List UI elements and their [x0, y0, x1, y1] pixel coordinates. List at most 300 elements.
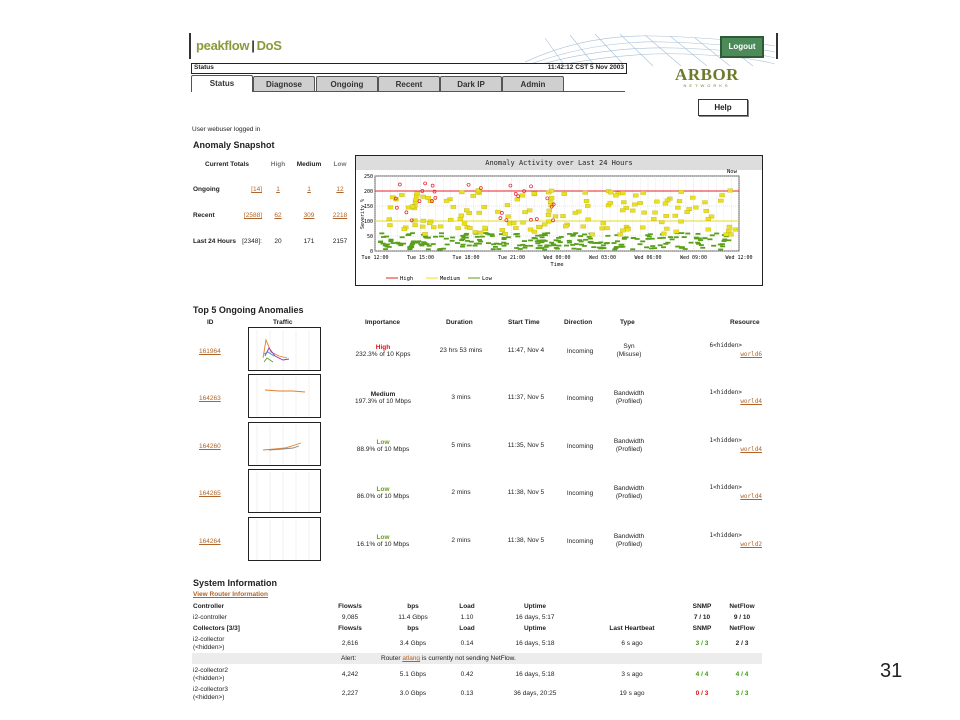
chart-medium-marker — [456, 226, 461, 230]
help-button[interactable]: Help — [698, 99, 748, 116]
chart-medium-marker — [471, 194, 476, 198]
chart-low-marker — [570, 244, 575, 246]
chart-medium-marker — [573, 211, 578, 215]
chart-medium-marker — [495, 210, 500, 214]
controller-bps: 11.4 Gbps — [398, 614, 428, 621]
collector-netflow: 2 / 3 — [735, 640, 749, 647]
chart-low-marker — [571, 248, 576, 250]
duration-value: 2 mins — [451, 489, 471, 496]
traffic-thumbnail — [248, 469, 321, 513]
start-time-value: 11:37, Nov 5 — [507, 394, 545, 401]
chart-medium-marker — [659, 220, 664, 224]
chart-low-marker — [605, 235, 610, 237]
chart-medium-marker — [464, 209, 469, 213]
chart-low-marker — [384, 236, 389, 238]
importance-level: Medium — [370, 391, 396, 398]
chart-medium-marker — [600, 227, 605, 231]
chart-medium-marker — [618, 233, 623, 237]
chart-low-marker — [490, 233, 495, 235]
collector-uptime: 36 days, 20:25 — [513, 690, 557, 697]
chart-y-tick-label: 0 — [369, 249, 373, 255]
chart-low-marker — [483, 232, 488, 234]
chart-low-marker — [668, 236, 673, 238]
chart-medium-marker — [651, 217, 656, 221]
chart-medium-marker — [638, 201, 643, 205]
chart-x-tick-label: Tue 18:00 — [452, 255, 480, 261]
chart-medium-marker — [661, 232, 666, 236]
importance-value: 88.9% of 10 Mbps — [356, 446, 410, 453]
direction-value: Incoming — [566, 490, 594, 497]
chart-low-marker — [514, 247, 519, 249]
chart-low-marker — [549, 242, 554, 244]
alert-label: Alert: — [341, 655, 357, 662]
coll-header-bps: bps — [407, 625, 419, 632]
alert-router-link[interactable]: atlang — [402, 655, 421, 662]
chart-medium-marker — [608, 201, 613, 205]
chart-low-marker — [711, 245, 716, 247]
chart-medium-marker — [642, 211, 647, 215]
chart-medium-marker — [448, 218, 453, 222]
chart-low-marker — [445, 244, 450, 246]
tab-ongoing[interactable]: Ongoing — [316, 76, 378, 91]
alert-message — [381, 655, 516, 662]
ctrl-header-uptime: Uptime — [523, 603, 547, 610]
importance-level: Low — [376, 486, 390, 493]
snapshot-row-total[interactable]: [2588] — [243, 212, 262, 219]
chart-x-tick-label: Wed 12:00 — [725, 255, 753, 261]
resource-link[interactable]: world2 — [740, 541, 762, 548]
chart-low-marker — [490, 235, 495, 237]
chart-medium-marker — [720, 193, 725, 197]
chart-medium-marker — [513, 226, 518, 230]
snapshot-row-medium[interactable]: 1 — [307, 186, 311, 193]
chart-low-marker — [460, 246, 465, 248]
product-logo: peakflow | DoS — [196, 38, 282, 53]
chart-low-marker — [573, 232, 578, 234]
chart-low-marker — [515, 236, 520, 238]
snapshot-row-low: 2157 — [332, 238, 348, 245]
chart-low-marker — [545, 232, 550, 234]
chart-low-marker — [540, 236, 545, 238]
chart-low-marker — [473, 245, 478, 247]
chart-medium-marker — [620, 209, 625, 213]
chart-low-marker — [427, 245, 432, 247]
chart-medium-marker — [458, 217, 463, 221]
chart-low-marker — [513, 233, 518, 235]
chart-medium-marker — [478, 231, 483, 235]
chart-low-marker — [502, 245, 507, 247]
chart-low-marker — [486, 242, 491, 244]
chart-low-marker — [630, 248, 635, 250]
chart-low-marker — [663, 243, 668, 245]
resource-link[interactable]: world4 — [740, 493, 762, 500]
chart-medium-marker — [706, 217, 711, 221]
sparkline-series — [264, 358, 273, 362]
importance-level: Low — [376, 439, 390, 446]
chart-medium-marker — [563, 225, 568, 229]
chart-medium-marker — [590, 233, 595, 237]
chart-medium-marker — [562, 192, 567, 196]
chart-medium-marker — [402, 227, 407, 231]
chart-medium-marker — [664, 227, 669, 231]
chart-low-marker — [459, 239, 464, 241]
chart-low-marker — [597, 247, 602, 249]
chart-medium-marker — [693, 206, 698, 210]
anomaly-id-link[interactable]: 164260 — [199, 443, 221, 450]
chart-low-marker — [698, 239, 703, 241]
login-status-text: User webuser logged in — [192, 126, 261, 133]
chart-low-marker — [439, 232, 444, 234]
snapshot-row-low[interactable]: 2218 — [332, 212, 348, 219]
chart-low-marker — [658, 244, 663, 246]
collector-load: 0.13 — [460, 690, 474, 697]
chart-medium-marker — [515, 198, 520, 202]
chart-medium-marker — [632, 203, 637, 207]
collector-flows: 2,616 — [341, 640, 359, 647]
resource-link[interactable]: world4 — [740, 398, 762, 405]
collector-name: i2-collector2 — [193, 667, 229, 674]
chart-low-marker — [425, 237, 430, 239]
direction-value: Incoming — [566, 538, 594, 545]
collector-heartbeat: 19 s ago — [619, 690, 645, 697]
tab-admin[interactable]: Admin — [502, 76, 564, 91]
chart-x-tick-label: Wed 06:00 — [634, 255, 662, 261]
chart-medium-marker — [553, 215, 558, 219]
chart-medium-marker — [532, 230, 537, 234]
chart-low-marker — [522, 247, 527, 249]
top5-header-type: Type — [620, 319, 635, 326]
chart-medium-marker — [625, 228, 630, 232]
chart-medium-marker — [727, 225, 732, 229]
chart-medium-marker — [675, 206, 680, 210]
chart-low-marker — [554, 247, 559, 249]
chart-low-marker — [401, 243, 406, 245]
chart-medium-marker — [733, 228, 738, 232]
type-subvalue: (Profiled) — [615, 541, 643, 548]
arbor-logo-text: ARBOR — [675, 65, 739, 84]
traffic-thumbnail — [248, 327, 321, 371]
snapshot-header-current: Current Totals — [205, 161, 249, 168]
chart-medium-marker — [633, 194, 638, 198]
tab-baseline — [191, 91, 625, 92]
chart-medium-marker — [500, 228, 505, 232]
chart-medium-marker — [427, 221, 432, 225]
collector-load: 0.42 — [460, 671, 474, 678]
chart-medium-marker — [506, 215, 511, 219]
chart-low-marker — [612, 242, 617, 244]
chart-low-marker — [682, 236, 687, 238]
status-label: Status — [194, 64, 214, 71]
chart-low-marker — [556, 240, 561, 242]
type-value: Bandwidth — [613, 390, 645, 397]
chart-low-marker — [579, 244, 584, 246]
top5-header-resource: Resource — [730, 319, 760, 326]
resource-link[interactable]: world6 — [740, 351, 762, 358]
chart-low-marker — [532, 237, 537, 239]
chart-low-marker — [631, 237, 636, 239]
chart-medium-marker — [473, 230, 478, 234]
snapshot-row-medium[interactable]: 309 — [303, 212, 315, 219]
chart-low-marker — [544, 246, 549, 248]
chart-medium-marker — [679, 220, 684, 224]
chart-medium-marker — [654, 200, 659, 204]
chart-medium-marker — [664, 214, 669, 218]
snapshot-header-low: Low — [333, 161, 347, 168]
ctrl-header-load: Load — [459, 603, 475, 610]
chart-medium-marker — [520, 221, 525, 225]
chart-medium-marker — [677, 199, 682, 203]
chart-medium-marker — [421, 195, 426, 199]
chart-low-marker — [720, 245, 725, 247]
sysinfo-title: System Information — [193, 578, 278, 588]
chart-low-marker — [537, 240, 542, 242]
chart-medium-marker — [724, 233, 729, 237]
chart-medium-marker — [505, 203, 510, 207]
chart-low-marker — [411, 240, 416, 242]
chart-low-marker — [707, 238, 712, 240]
chart-x-tick-label: Tue 21:00 — [497, 255, 526, 261]
view-router-link[interactable]: View Router Information — [193, 591, 268, 598]
chart-low-marker — [389, 239, 394, 241]
anomaly-id-link[interactable]: 164265 — [199, 490, 221, 497]
chart-medium-marker — [410, 205, 415, 209]
collector-uptime: 16 days, 5:18 — [515, 671, 555, 678]
chart-low-marker — [543, 234, 548, 236]
chart-low-marker — [567, 242, 572, 244]
chart-medium-marker — [503, 232, 508, 236]
chart-low-marker — [425, 243, 430, 245]
snapshot-row-label: Last 24 Hours — [193, 238, 236, 245]
chart-y-axis-label: Severity % — [360, 198, 366, 230]
chart-medium-marker — [547, 209, 552, 213]
product-logo-right: DoS — [256, 38, 282, 53]
chart-low-marker — [391, 242, 396, 244]
collector-snmp: 3 / 3 — [695, 640, 709, 647]
snapshot-row-total[interactable]: [14] — [251, 186, 262, 193]
snapshot-title: Anomaly Snapshot — [193, 140, 275, 150]
collector-heartbeat: 6 s ago — [621, 640, 643, 647]
sparkline-series — [265, 390, 305, 392]
chart-low-marker — [491, 243, 496, 245]
duration-value: 23 hrs 53 mins — [439, 347, 483, 354]
tab-recent[interactable]: Recent — [378, 76, 440, 91]
resource-hidden: 1<hidden> — [709, 389, 742, 396]
chart-low-marker — [502, 237, 507, 239]
traffic-sparkline — [249, 375, 322, 419]
start-time-value: 11:47, Nov 4 — [507, 347, 545, 354]
chart-low-marker — [469, 241, 474, 243]
chart-low-marker — [438, 249, 443, 251]
top5-header-importance: Importance — [365, 319, 401, 326]
controller-snmp: 7 / 10 — [693, 614, 711, 621]
coll-header-netflow: NetFlow — [729, 625, 755, 632]
chart-medium-marker — [620, 191, 625, 195]
traffic-sparkline — [249, 423, 322, 467]
chart-medium-marker — [549, 189, 554, 193]
chart-y-tick-label: 50 — [366, 234, 373, 240]
chart-medium-marker — [608, 191, 613, 195]
chart-medium-marker — [421, 219, 426, 223]
chart-low-marker — [615, 240, 620, 242]
coll-header-heartbeat: Last Heartbeat — [609, 625, 655, 632]
chart-legend-label-high: High — [400, 276, 414, 282]
chart-low-marker — [679, 247, 684, 249]
chart-low-marker — [640, 240, 645, 242]
chart-low-marker — [722, 240, 727, 242]
chart-low-marker — [477, 243, 482, 245]
chart-medium-marker — [477, 211, 482, 215]
chart-low-marker — [506, 236, 511, 238]
chart-low-marker — [478, 241, 483, 243]
importance-level: High — [375, 344, 391, 351]
chart-low-marker — [695, 233, 700, 235]
logout-button[interactable]: Logout — [720, 36, 764, 58]
chart-medium-marker — [706, 228, 711, 232]
chart-plot — [356, 156, 762, 285]
chart-legend-label-low: Low — [482, 276, 492, 282]
tab-dark-ip[interactable]: Dark IP — [440, 76, 502, 91]
chart-medium-marker — [665, 199, 670, 203]
chart-medium-marker — [674, 230, 679, 234]
chart-medium-marker — [702, 201, 707, 205]
chart-low-marker — [475, 236, 480, 238]
alert-pre: Router — [381, 655, 401, 662]
chart-low-marker — [644, 246, 649, 248]
anomaly-id-link[interactable]: 164263 — [199, 395, 221, 402]
chart-low-marker — [491, 248, 496, 250]
chart-medium-marker — [726, 229, 731, 233]
arbor-logo — [672, 66, 742, 88]
snapshot-header-medium: Medium — [296, 161, 322, 168]
chart-medium-marker — [532, 192, 537, 196]
slide-number: 31 — [880, 660, 903, 682]
collector-bps: 3.0 Gbps — [399, 690, 427, 697]
coll-header-name: Collectors [3/3] — [193, 625, 240, 632]
chart-low-marker — [407, 246, 412, 248]
chart-medium-marker — [423, 232, 428, 236]
anomaly-id-link[interactable]: 164264 — [199, 538, 221, 545]
duration-value: 3 mins — [451, 394, 471, 401]
chart-medium-marker — [673, 214, 678, 218]
chart-x-tick-label: Wed 00:00 — [543, 255, 571, 261]
chart-medium-marker — [640, 226, 645, 230]
chart-medium-marker — [482, 205, 487, 209]
snapshot-row-label: Ongoing — [193, 186, 220, 193]
chart-low-marker — [383, 248, 388, 250]
chart-medium-marker — [630, 209, 635, 213]
top5-header-duration: Duration — [446, 319, 473, 326]
chart-low-marker — [583, 239, 588, 241]
chart-medium-marker — [621, 200, 626, 204]
controller-flows: 9,085 — [341, 614, 359, 621]
importance-value: 16.1% of 10 Mbps — [356, 541, 410, 548]
chart-medium-marker — [511, 221, 516, 225]
chart-title: Anomaly Activity over Last 24 Hours — [485, 159, 633, 167]
chart-medium-marker — [728, 189, 733, 193]
chart-medium-marker — [601, 222, 606, 226]
collector-load: 0.14 — [460, 640, 474, 647]
collector-name: i2-collector3 — [193, 686, 229, 693]
collector-snmp: 4 / 4 — [695, 671, 709, 678]
chart-medium-marker — [420, 225, 425, 229]
chart-low-marker — [577, 248, 582, 250]
chart-low-marker — [694, 238, 699, 240]
importance-level: Low — [376, 534, 390, 541]
chart-medium-marker — [413, 223, 418, 227]
chart-medium-marker — [387, 223, 392, 227]
chart-low-marker — [710, 234, 715, 236]
collector-netflow: 3 / 3 — [735, 690, 749, 697]
chart-medium-marker — [584, 199, 589, 203]
chart-low-marker — [567, 240, 572, 242]
chart-low-marker — [431, 243, 436, 245]
chart-medium-marker — [459, 190, 464, 194]
ctrl-header-name: Controller — [193, 603, 225, 610]
chart-medium-marker — [690, 196, 695, 200]
chart-medium-marker — [388, 206, 393, 210]
snapshot-row-high[interactable]: 1 — [276, 186, 280, 193]
chart-medium-marker — [438, 225, 443, 229]
snapshot-row-label: Recent — [193, 212, 215, 219]
chart-low-marker — [536, 247, 541, 249]
chart-medium-marker — [704, 209, 709, 213]
chart-low-marker — [410, 243, 415, 245]
chart-medium-marker — [462, 222, 467, 226]
chart-low-marker — [400, 236, 405, 238]
chart-low-marker — [535, 242, 540, 244]
top5-header-id: ID — [207, 319, 214, 326]
chart-medium-marker — [613, 194, 618, 198]
snapshot-row-high[interactable]: 62 — [274, 212, 282, 219]
ctrl-header-snmp: SNMP — [692, 603, 712, 610]
chart-x-tick-label: Tue 12:00 — [361, 255, 389, 261]
chart-medium-marker — [467, 226, 472, 230]
status-clock: 11:42:12 CST 5 Nov 2003 — [547, 64, 624, 71]
tab-status[interactable]: Status — [191, 75, 253, 92]
chart-low-marker — [577, 239, 582, 241]
chart-low-marker — [517, 244, 522, 246]
chart-low-marker — [455, 242, 460, 244]
resource-hidden: 1<hidden> — [709, 532, 742, 539]
chart-low-marker — [385, 246, 390, 248]
chart-low-marker — [702, 237, 707, 239]
chart-medium-marker — [685, 210, 690, 214]
resource-link[interactable]: world4 — [740, 446, 762, 453]
chart-low-marker — [543, 240, 548, 242]
chart-low-marker — [674, 236, 679, 238]
tab-diagnose[interactable]: Diagnose — [253, 76, 315, 91]
snapshot-row-low[interactable]: 12 — [336, 186, 344, 193]
chart-medium-marker — [549, 196, 554, 200]
coll-header-flows: Flows/s — [338, 625, 362, 632]
chart-x-tick-label: Wed 09:00 — [679, 255, 708, 261]
sparkline-series — [265, 348, 289, 360]
chart-low-marker — [598, 241, 603, 243]
type-value: Bandwidth — [613, 485, 645, 492]
chart-medium-marker — [451, 205, 456, 209]
controller-netflow: 9 / 10 — [733, 614, 751, 621]
chart-low-marker — [556, 245, 561, 247]
collector-bps: 3.4 Gbps — [399, 640, 427, 647]
chart-low-marker — [396, 243, 401, 245]
chart-low-marker — [650, 245, 655, 247]
chart-low-marker — [622, 237, 627, 239]
arbor-logo-sub: NETWORKS — [683, 83, 731, 88]
anomaly-id-link[interactable]: 161964 — [199, 348, 221, 355]
chart-x-tick-label: Wed 03:00 — [588, 255, 617, 261]
importance-value: 197.3% of 10 Mbps — [354, 398, 411, 405]
start-time-value: 11:38, Nov 5 — [507, 489, 545, 496]
